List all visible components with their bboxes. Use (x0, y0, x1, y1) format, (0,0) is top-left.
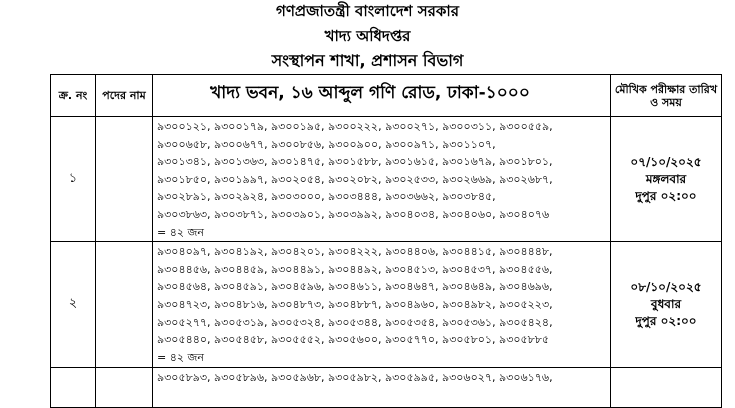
table-row (51, 368, 722, 408)
roll-line: ৯৩০৫৪৪০, ৯৩০৫৪৫৮, ৯৩০৫৫৫২, ৯৩০৫৬০০, ৯৩০৫৭৭০, ৯৩০৫৮০১, ৯৩০৫৮৮৫ (157, 333, 550, 347)
roll-line: ৯৩০৩৮৬৩, ৯৩০৩৮৭১, ৯৩০৩৯০১, ৯৩০৩৯৯২, ৯৩০৪০৩৪, ৯৩০৪০৬০, ৯৩০৪০৭৬ (157, 207, 550, 221)
roll-line: ৯৩০১৩৪১, ৯৩০১৩৬৩, ৯৩০১৪৭৫, ৯৩০১৫৮৮, ৯৩০১৬১৫, ৯৩০১৬৭৯, ৯৩০১৮০১, (157, 155, 553, 169)
viva-day: বুধবার (650, 297, 682, 312)
roll-line: ৯৩০০৬৫৮, ৯৩০০৬৭৭, ৯৩০০৮৫৬, ৯৩০০৯০০, ৯৩০০৯৭১, ৯৩০১১০৭, (157, 137, 496, 151)
roll-line: ৯৩০১৮৫০, ৯৩০১৯৯৭, ৯৩০২০৫৪, ৯৩০২০৮২, ৯৩০২৫৩৩, ৯৩০২৬৬৯, ৯৩০২৬৮৭, (157, 172, 553, 186)
row-serial: ২ (51, 242, 96, 368)
roll-line: ৯৩০৫২৭৭, ৯৩০৫৩১৯, ৯৩০৫৩২৪, ৯৩০৫৩৪৪, ৯৩০৫৩৫৪, ৯৩০৫৩৬১, ৯৩০৫৪২৪, (157, 315, 553, 329)
roll-line: ৯৩০২৮৯১, ৯৩০২৯২৪, ৯৩০৩০০০, ৯৩০৩৪৪৪, ৯৩০৩৬৬২, ৯৩০৩৮৪৫, (157, 190, 496, 204)
roll-numbers (153, 117, 611, 242)
roll-numbers (153, 368, 611, 408)
row-post-name (96, 117, 153, 242)
office-address: খাদ্য ভবন, ১৬ আব্দুল গণি রোড, ঢাকা-১০০০ (210, 83, 530, 103)
viva-time: দুপুর ০২:০০ (635, 314, 697, 329)
header-serial: ক্র. নং (51, 75, 96, 117)
table-row (51, 117, 722, 242)
header-viva-date: মৌখিক পরীক্ষার তারিখ ও সময় (611, 75, 722, 117)
viva-date: ০৮/১০/২০২৫ (630, 280, 702, 295)
viva-date-cell (611, 368, 722, 408)
section-title: সংস্থাপন শাখা, প্রশাসন বিভাগ (271, 51, 464, 70)
roll-line: ৯৩০৪৭২৩, ৯৩০৪৮১৬, ৯৩০৪৮৭৩, ৯৩০৪৮৮৭, ৯৩০৪৯৬০, ৯৩০৪৯৮২, ৯৩০৫২২৩, (157, 297, 553, 311)
roll-line: ৯৩০৫৮৯৩, ৯৩০৫৮৯৬, ৯৩০৫৯৬৮, ৯৩০৫৯৮২, ৯৩০৫৯৯৫, ৯৩০৬০২৭, ৯৩০৬১৭৬, (157, 371, 553, 385)
viva-time: দুপুর ০২:০০ (635, 188, 697, 203)
row-post-name (96, 242, 153, 368)
viva-date: ০৭/১০/২০২৫ (630, 154, 702, 169)
directorate-title: খাদ্য অধিদপ্তর (324, 27, 411, 45)
roll-line: ৯৩০৪৪৫৬, ৯৩০৪৪৫৯, ৯৩০৪৪৯১, ৯৩০৪৪৯২, ৯৩০৪৫১৩, ৯৩০৪৫৩৭, ৯৩০৪৫৫৬, (157, 262, 553, 276)
viva-date-cell (611, 117, 722, 242)
table-row (51, 242, 722, 368)
row-serial (51, 368, 96, 408)
roll-line: ৯৩০৪৫৬৪, ৯৩০৪৫৯১, ৯৩০৪৫৯৬, ৯৩০৪৬১১, ৯৩০৪৬৪৭, ৯৩০৪৬৪৯, ৯৩০৪৬৯৬, (157, 280, 553, 294)
roll-line: ৯৩০৪০৯৭, ৯৩০৪১৯২, ৯৩০৪২০১, ৯৩০৪২২২, ৯৩০৪৪০৬, ৯৩০৪৪১৫, ৯৩০৪৪৪৮, (157, 245, 553, 259)
header-post-name: পদের নাম (96, 75, 153, 117)
viva-day: মঙ্গলবার (645, 171, 687, 186)
roll-count: = ৪২ জন (157, 350, 204, 364)
row-post-name (96, 368, 153, 408)
roll-numbers (153, 242, 611, 368)
roll-line: ৯৩০০১২১, ৯৩০০১৭৯, ৯৩০০১৯৫, ৯৩০০২২২, ৯৩০০২৭১, ৯৩০০৩১১, ৯৩০০৫৫৯, (157, 120, 553, 133)
roll-count: = ৪২ জন (157, 225, 204, 239)
viva-date-cell (611, 242, 722, 368)
government-title: গণপ্রজাতন্ত্রী বাংলাদেশ সরকার (276, 2, 459, 20)
viva-schedule-table (50, 74, 722, 408)
row-serial: ১ (51, 117, 96, 242)
